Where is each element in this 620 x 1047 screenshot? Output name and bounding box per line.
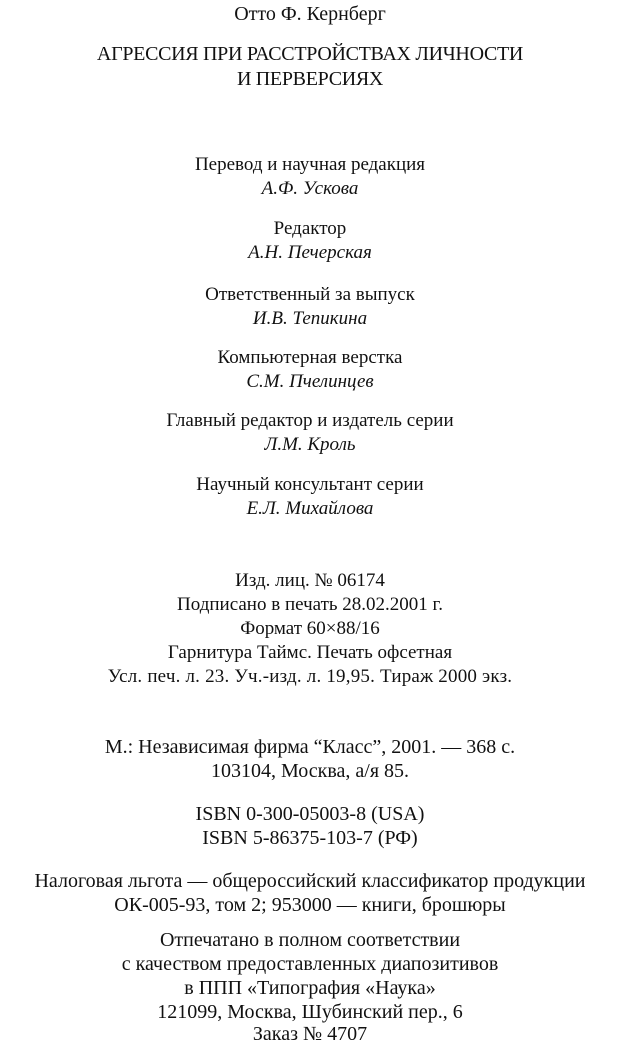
publisher-address: 103104, Москва, а/я 85. [210,760,410,782]
printing-address: 121099, Москва, Шубинский пер., 6 [157,1001,463,1023]
credit-name: Л.М. Кроль [264,434,356,455]
credit-role: Научный консультант серии [196,474,424,495]
tax-benefit-line-2: ОК-005-93, том 2; 953000 — книги, брошюры [114,894,506,916]
credit-name: А.Н. Печерская [248,242,372,263]
credit-role: Редактор [273,218,347,239]
printing-house: в ППП «Типография «Наука» [184,977,436,999]
author-name: Отто Ф. Кернберг [234,3,386,25]
printing-line-2: с качеством предоставленных диапозитивов [121,953,499,975]
imprint-typeface: Гарнитура Таймс. Печать офсетная [167,642,453,663]
book-title-line-2: И ПЕРВЕРСИЯХ [236,68,384,90]
imprint-format: Формат 60×88/16 [240,618,380,639]
credit-name: А.Ф. Ускова [261,178,359,199]
imprint-print-run: Усл. печ. л. 23. Уч.-изд. л. 19,95. Тираж 2000 экз. [107,666,513,687]
isbn-usa: ISBN 0-300-05003-8 (USA) [195,803,425,825]
credit-role: Компьютерная верстка [217,347,403,368]
isbn-rf: ISBN 5-86375-103-7 (РФ) [202,827,418,849]
printing-line-1: Отпечатано в полном соответствии [159,929,461,951]
credit-name: С.М. Пчелинцев [246,371,374,392]
credit-role: Перевод и научная редакция [194,154,426,175]
imprint-signed: Подписано в печать 28.02.2001 г. [177,594,443,615]
credit-name: И.В. Тепикина [252,308,368,329]
credit-name: Е.Л. Михайлова [246,498,374,519]
book-title-line-1: АГРЕССИЯ ПРИ РАССТРОЙСТВАХ ЛИЧНОСТИ [96,43,524,65]
publisher-line: М.: Независимая фирма “Класс”, 2001. — 368 с. [104,736,516,758]
credit-role: Ответственный за выпуск [205,284,415,305]
credit-role: Главный редактор и издатель серии [166,410,454,431]
order-number: Заказ № 4707 [252,1023,368,1045]
tax-benefit-line-1: Налоговая льгота — общероссийский классификатор продукции [34,870,586,892]
imprint-license: Изд. лиц. № 06174 [235,570,385,591]
